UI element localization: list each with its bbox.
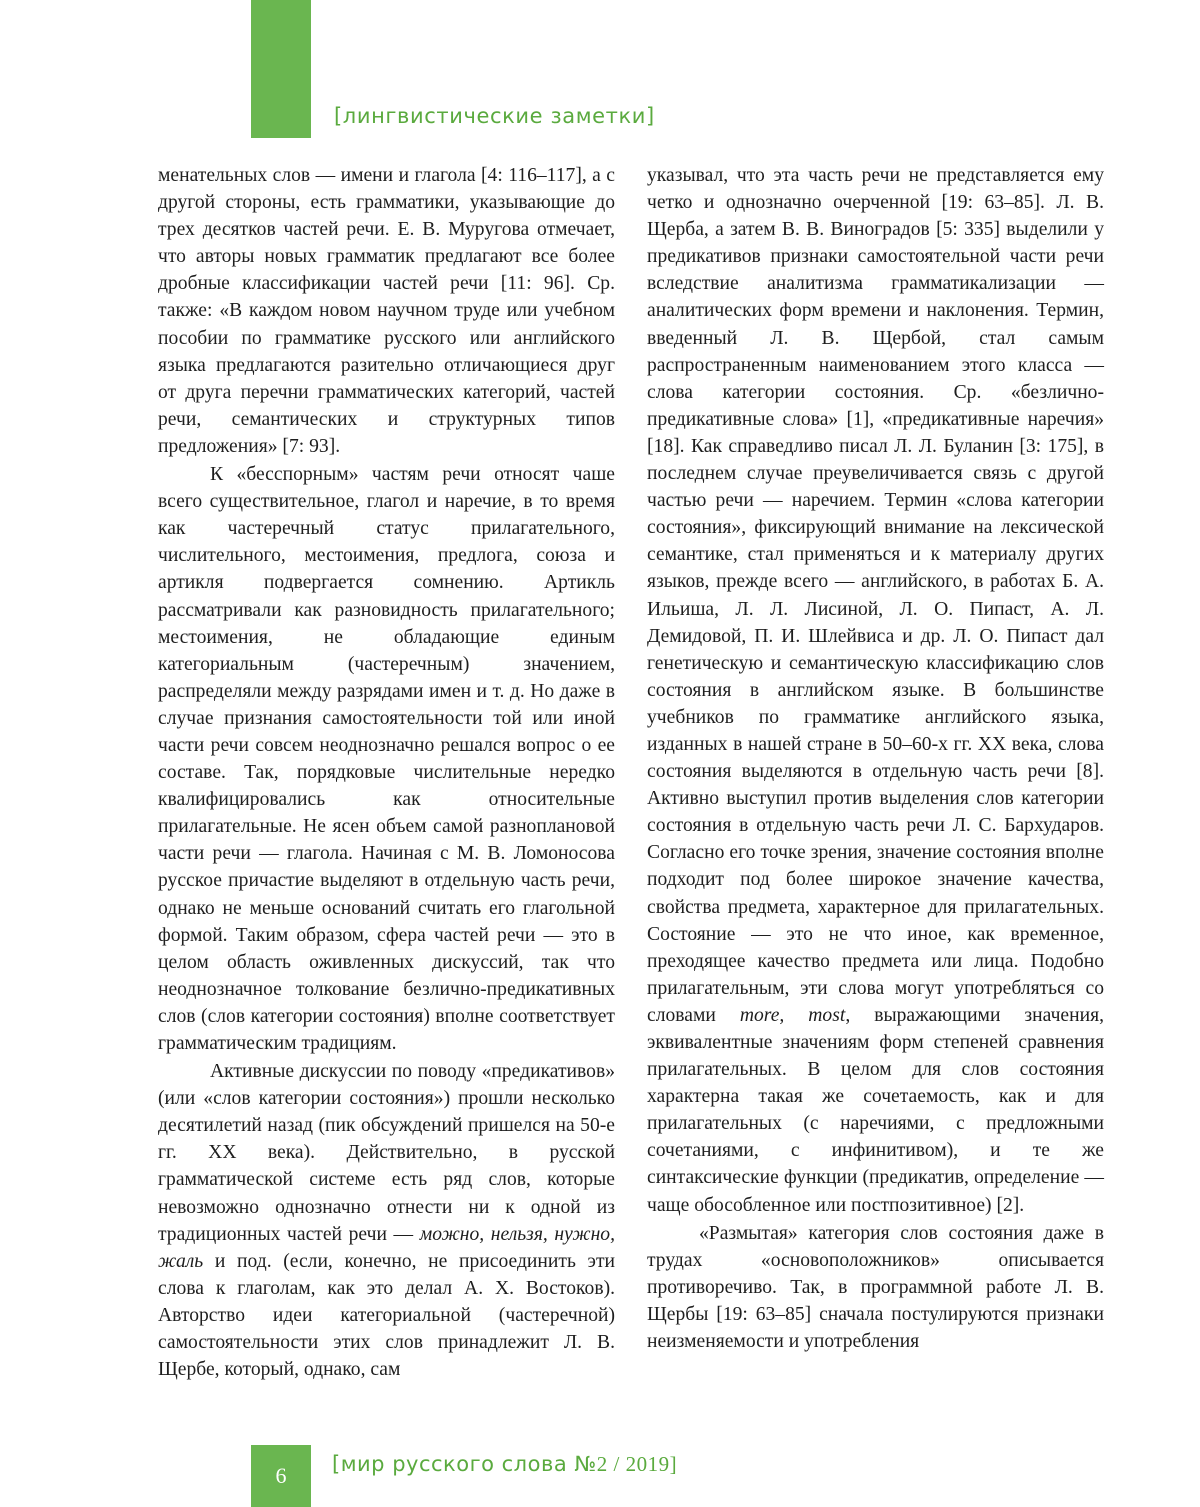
paragraph-text: указывал, что эта часть речи не представляется ему четко и однозначно очерченной [19: 63–85]. Л. В. Щерба, а затем В. В. Виноградов [5: 335] выделили у предикативов признаки самостоятельной части речи вследствие аналитизма грамматикализации — аналитических форм времени и наклонения. Термин, введенный Л. В. Щербой, стал самым распространенным наименованием этого класса — слова категории состояния. Ср. «безлично-предикативные слова» [1], «предикативные наречия» [18]. Как справедливо писал Л. Л. Буланин [3: 175], в последнем случае преувеличивается связь с другой частью речи — наречием. Термин «слова категории состояния», фиксирующий внимание на лексической семантике, стал применяться и к материалу других языков, прежде всего — английского, в работах Б. А. Ильиша, Л. Л. Лисиной, Л. О. Пипаст, А. Л. Демидовой, П. И. Шлейвиса и др. Л. О. Пипаст дал генетическую и семантическую классификацию слов состояния в английском языке. В большинстве учебников по грамматике английского языка, изданных в нашей стране в 50–60-х гг. XX века, слова состояния выделяются в отдельную часть речи [8]. Активно выступил против выделения слов категории состояния в отдельную часть речи Л. С. Бархударов. Согласно его точке зрения, значение состояния вполне подходит под более широкое значение качества, свойства предмета, характерное для прилагательных. Состояние — это не что иное, как временное, преходящее качество предмета или лица. Подобно прилагательным, эти слова могут употребляться со словами: [647, 165, 1104, 1026]
paragraph: К «бесспорным» частям речи относят чаше всего существительное, глагол и наречие, в то время как частеречный статус прилагательного, числительного, местоимения, предлога, союза и артикля подвергается сомнению. Артикль рассматривали как разновидность прилагательного; местоимения, не обладающие единым категориальным (частеречным) значением, распределяли между разрядами имен и т. д. Но даже в случае признания самостоятельности той или иной части речи совсем неоднозначно решался вопрос о ее составе. Так, порядковые числительные нередко квалифицировались как относительные прилагательные. Не ясен объем самой разноплановой части речи — глагола. Начиная с М. В. Ломоносова русское причастие выделяют в отдельную часть речи, однако не меньше оснований считать его глагольной формой. Таким образом, сфера частей речи — это в целом область оживленных дискуссий, так что неоднозначное толкование безлично-предикативных слов (слов категории состояния) вполне соответствует грамматическим традициям.: [158, 464, 615, 1054]
paragraph: [158, 1058, 615, 1383]
issue-number: 2 / 2019]: [596, 1452, 678, 1476]
paragraph: менательных слов — имени и глагола [4: 116–117], а с другой стороны, есть грамматики, указывающие до трех десятков частей речи. Е. В. Муругова отмечает, что авторы новых грамматик предлагают все более дробные классификации частей речи [11: 96]. Ср. также: «В каждом новом научном труде или учебном пособии по грамматике русского или английского языка предлагаются разительно отличающиеся друг от друга перечни грамматических категорий, частей речи, семантических и структурных типов предложения» [7: 93].: [158, 165, 615, 457]
journal-name-text: [мир русского слова: [332, 1452, 568, 1476]
italic-examples: more, most: [739, 1004, 846, 1026]
right-column: [647, 162, 1104, 1355]
paragraph-text: и под. (если, конечно, не присоединить эти слова к глаголам, как это делал А. Х. Востоков). Авторство идеи категориальной (частеречной) самостоятельности этих слов принадлежит Л. В. Щербе, который, однако, сам: [158, 1250, 615, 1381]
italic-examples: можно, нельзя, нужно, жаль: [158, 1223, 615, 1272]
header-accent-bar: [251, 0, 311, 138]
section-title: [лингвистические заметки]: [334, 104, 655, 128]
paragraph: [647, 162, 1104, 1219]
paragraph: «Размытая» категория слов состояния даже в трудах «основоположников» описывается противоречиво. Так, в программной работе Л. В. Щербы [19: 63–85] сначала постулируются признаки неизменяемости и употребления: [647, 1222, 1104, 1353]
paragraph-text: , выражающими значения, эквивалентные значениям форм степеней сравнения прилагательных. В целом для слов состояния характерна такая же сочетаемость, как и для прилагательных (с наречиями, с предложными сочетаниями, с инфинитивом), и те же синтаксические функции (предикатив, определение — чаще обособленное или постпозитивное) [2].: [647, 1004, 1104, 1216]
page-number: 6: [275, 1463, 287, 1488]
journal-title: [332, 1452, 677, 1477]
left-column: [158, 162, 615, 1383]
paragraph-text: Активные дискуссии по поводу «предикативов» (или «слов категории состояния») прошли несколько десятилетий назад (пик обсуждений пришелся на 50-е гг. XX века). Действительно, в русской грамматической системе есть ряд слов, которые невозможно однозначно отнести ни к одной из традиционных частей речи —: [158, 1061, 615, 1245]
issue-number-sign: №: [574, 1452, 597, 1476]
